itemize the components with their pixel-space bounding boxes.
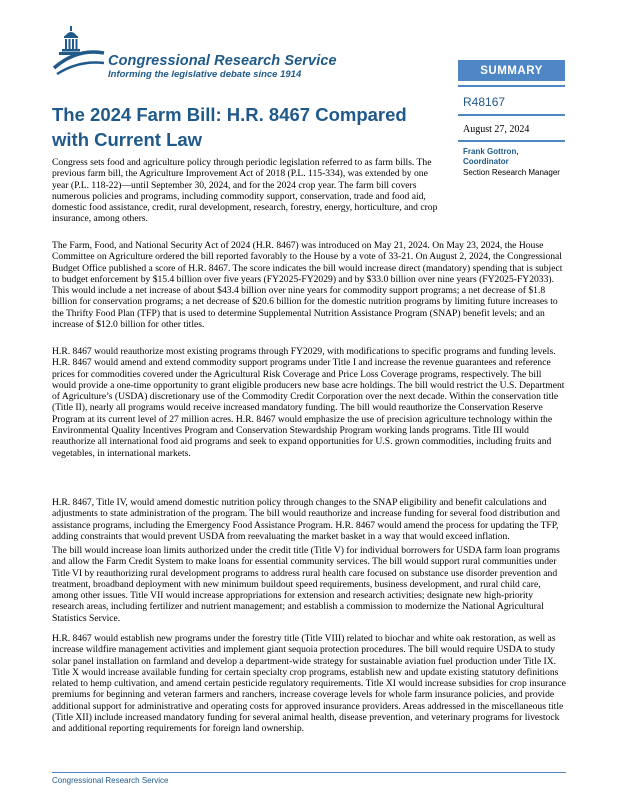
summary-paragraph: H.R. 8467 would reauthorize most existing programs through FY2029, with modifications to specific programs and funding levels. H.R. 8467 would amend and extend commodity support programs under Title I and increase the revenue guarantees and reference prices for commodities covered under the Agricultural Risk Coverage and Price Loss Coverage programs, respectively. The bill would provide a one-time opportunity to grant eligible producers new base acre holdings. The bill would restrict the U.S. Department of Agriculture’s (USDA) discretionary use of the Commodity Credit Corporation over the next decade. Within the conservation title (Title II), nearly all programs would receive increased mandatory funding. The bill would reauthorize the Conservation Reserve Program at its current level of 27 million acres. H.R. 8467 would emphasize the use of precision agriculture technology within the Environmental Quality Incentives Program and Conservation Stewardship Program working lands programs. Title III would reauthorize all international food aid programs and seek to expand opportunities for U.S. grown commodities, including fruits and vegetables, in international markets.: [52, 346, 565, 459]
summary-label: SUMMARY: [458, 60, 565, 81]
summary-paragraph: H.R. 8467 would establish new programs under the forestry title (Title VIII) related to biochar and white oak restoration, as well as increase wildfire management activities and implement giant sequoia protection procedures. The bill would require USDA to study solar panel installation on farmland and develop a department-wide strategy for sustainable aviation fuel production under Title IX. Title X would increase available funding for certain specialty crop programs, establish new and update existing statutory definitions related to hemp cultivation, and amend certain pesticide regulatory requirements. Title XI would increase subsidies for crop insurance premiums for beginning and veteran farmers and ranchers, increase coverage levels for whole farm insurance policies, and provide additional support for administrative and operating costs for approved insurance providers. Areas addressed in the miscellaneous title (Title XII) include increased mandatory funding for several animal health, disease prevention, and veterinary programs for livestock and additional reporting requirements for foreign land ownership.: [52, 633, 566, 735]
page-title: The 2024 Farm Bill: H.R. 8467 Compared with Current Law: [52, 104, 407, 150]
footer-divider: [52, 772, 566, 773]
author-name[interactable]: Frank Gottron,: [463, 147, 519, 156]
crs-logo-icon: [52, 22, 106, 76]
summary-paragraph: H.R. 8467, Title IV, would amend domestic nutrition policy through changes to the SNAP eligibility and benefit calculations and adjustments to state administration of the program. The bill would reauthorize and increase funding for several food distribution and assistance programs, including the Emergency Food Assistance Program. H.R. 8467 would amend the process for updating the TFP, adding constraints that would prevent USDA from reevaluating the market basket in a way that would exceed inflation.: [52, 497, 560, 542]
author-title: Section Research Manager: [463, 168, 560, 177]
sidebar-divider: [458, 140, 565, 142]
footer-text: Congressional Research Service: [52, 776, 169, 785]
summary-paragraph: Congress sets food and agriculture policy through periodic legislation referred to as farm bills. The previous farm bill, the Agriculture Improvement Act of 2018 (P.L. 115-334), was extended by one year (P.L. 118-22)—until September 30, 2024, and for the 2024 crop year. The farm bill covers numerous policies and programs, including commodity support, conservation, trade and food aid, domestic food assistance, credit, rural development, research, forestry, energy, horticulture, and crop insurance, among others.: [52, 157, 438, 225]
org-name: Congressional Research Service: [108, 53, 337, 69]
summary-paragraph: The bill would increase loan limits authorized under the credit title (Title V) for individual borrowers for USDA farm loan programs and allow the Farm Credit System to make loans for essential community services. The bill would support rural communities under Title VI by reauthorizing rural development programs to address rural health care focused on substance use disorder prevention and treatment, broadband deployment with new minimum buildout speed requirements, business development, and rural child care, among other issues. Title VII would increase appropriations for extension and research activities; designate new high-priority research areas, including fertilizer and nutrient management; and establish a commission to modernize the National Agricultural Statistics Service.: [52, 545, 560, 624]
report-date: August 27, 2024: [463, 124, 530, 135]
report-id: R48167: [463, 95, 506, 109]
sidebar-divider: [458, 114, 565, 116]
sidebar-divider: [458, 85, 565, 87]
org-tagline: Informing the legislative debate since 1914: [108, 69, 302, 80]
author-role: Coordinator: [463, 157, 509, 166]
summary-paragraph: The Farm, Food, and National Security Act of 2024 (H.R. 8467) was introduced on May 21, 2024. On May 23, 2024, the House Committee on Agriculture ordered the bill reported favorably to the House by a vote of 33-21. On August 2, 2024, the Congressional Budget Office published a score of H.R. 8467. The score indicates the bill would increase direct (mandatory) spending that is subject to budget enforcement by $15.4 billion over five years (FY2025-FY2029) and by $33.0 billion over nine years (FY2025-FY2033). This would include a net increase of about $43.4 billion over nine years for commodity support programs; a net decrease of $1.8 billion for conservation programs; a net decrease of $20.6 billion for the domestic nutrition programs by limiting future increases to the Thrifty Food Plan (TFP) that is used to determine Supplemental Nutrition Assistance Program (SNAP) benefit levels; and an increase of $12.0 billion for other titles.: [52, 240, 563, 331]
